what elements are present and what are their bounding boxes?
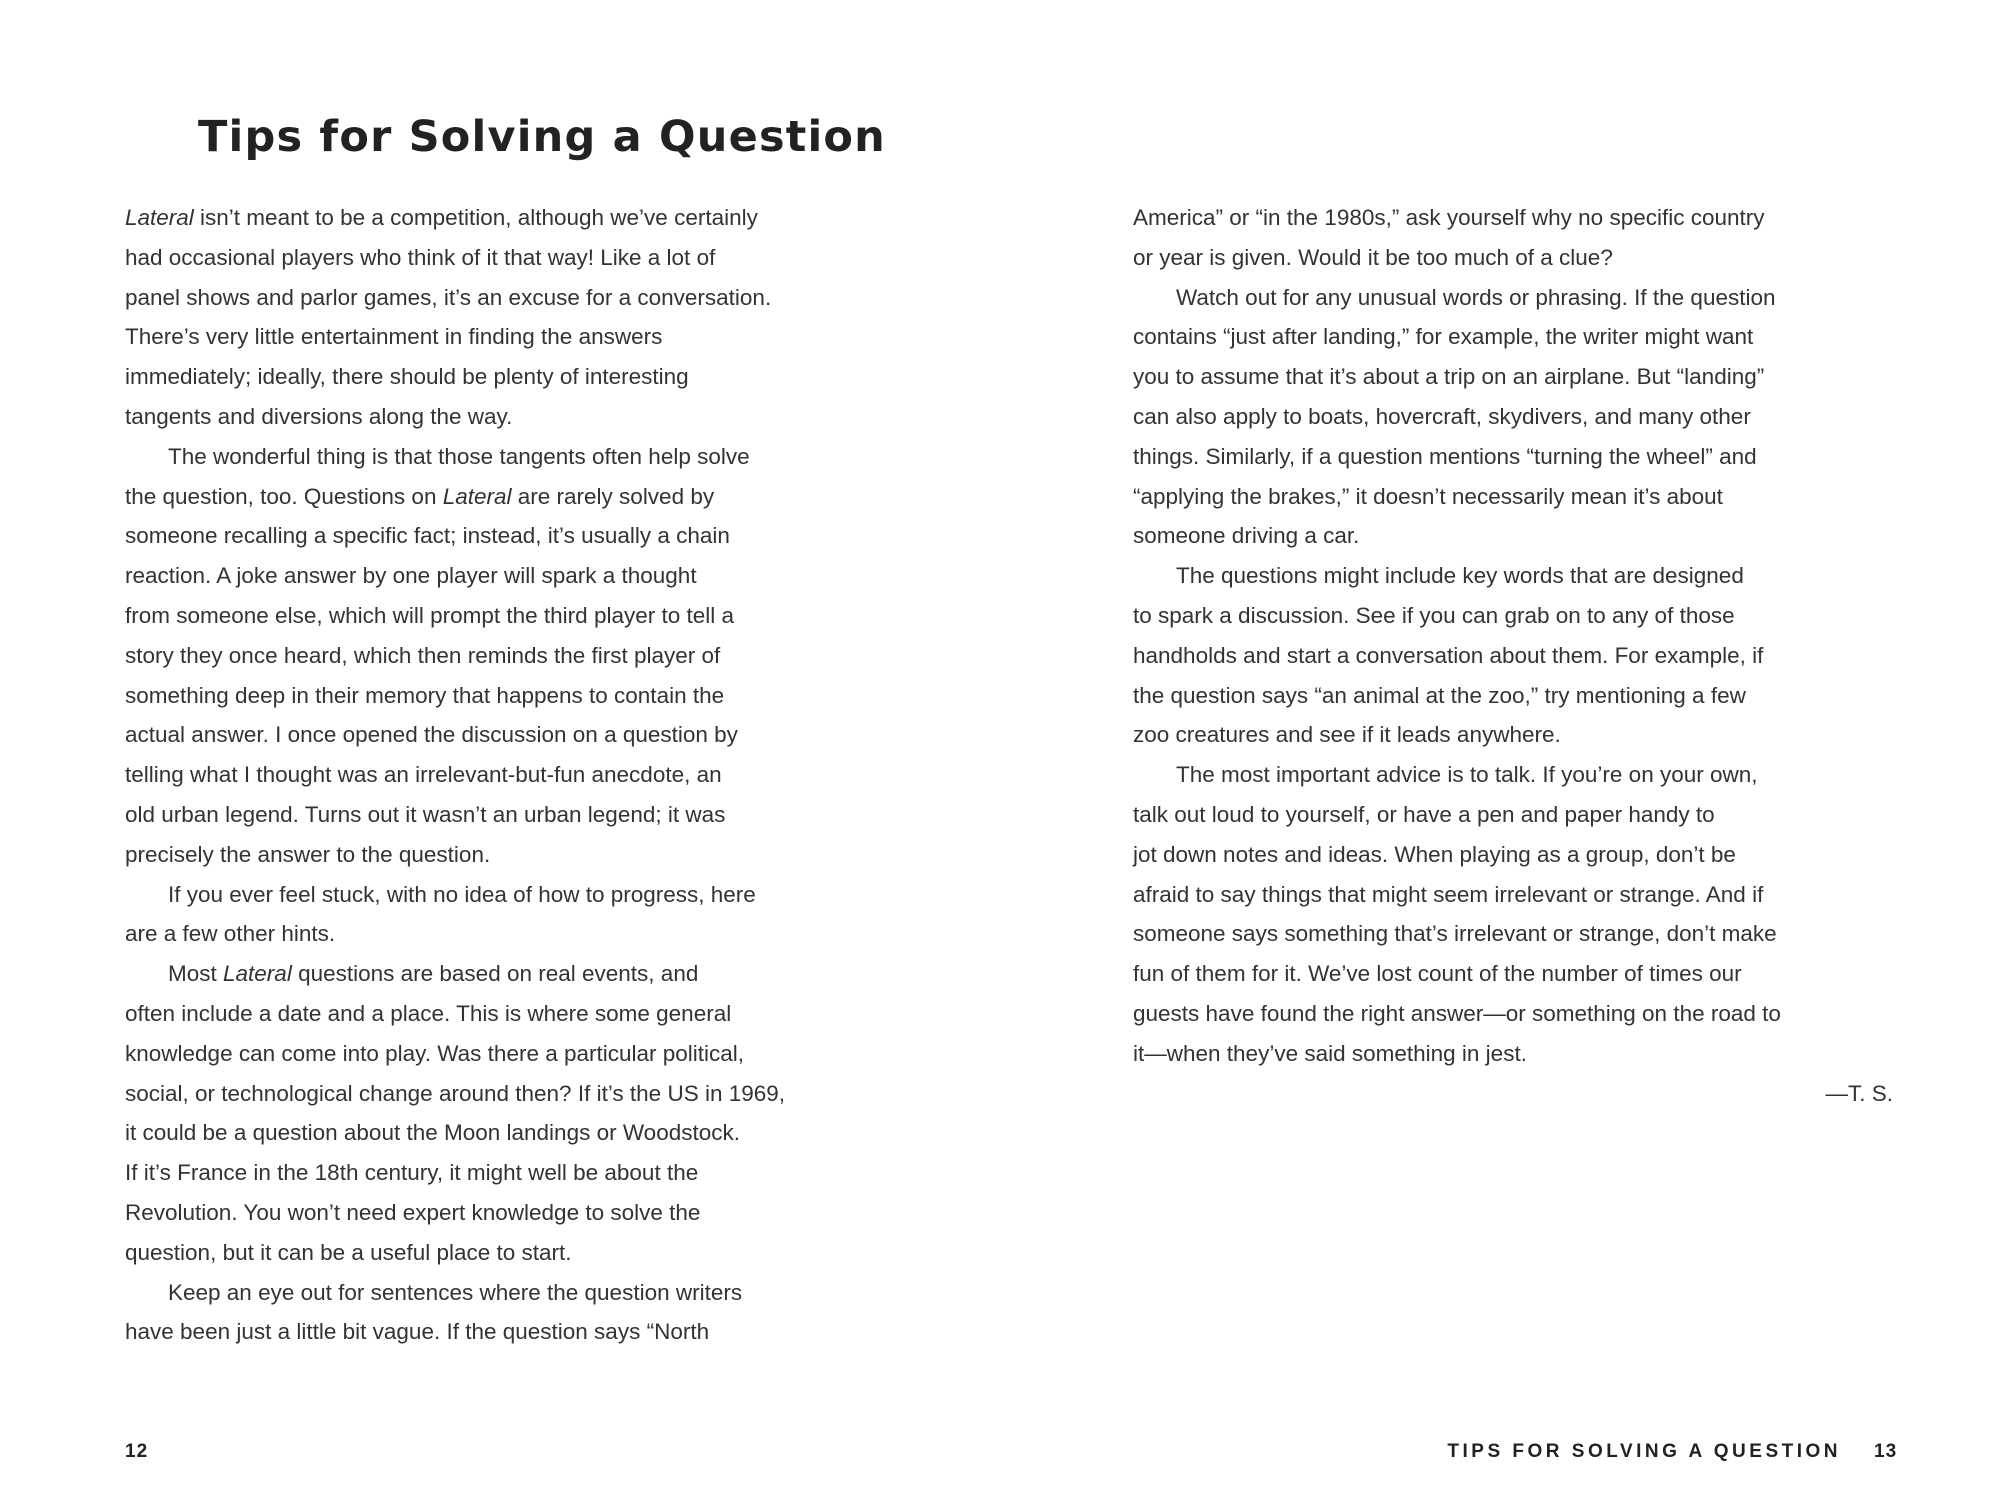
text-segment: to spark a discussion. See if you can grab on to any of those [1133, 602, 1735, 628]
text-line [125, 715, 895, 755]
text-segment: someone says something that’s irrelevant or strange, don’t make [1133, 921, 1777, 947]
text-segment: guests have found the right answer—or something on the road to [1133, 1000, 1781, 1026]
text-line [125, 636, 895, 676]
text-segment: actual answer. I once opened the discussion on a question by [125, 722, 738, 748]
text-line [125, 596, 895, 636]
text-segment: something deep in their memory that happens to contain the [125, 682, 725, 708]
text-segment: are a few other hints. [125, 921, 336, 947]
text-segment: jot down notes and ideas. When playing as a group, don’t be [1133, 841, 1736, 867]
text-segment: the question says “an animal at the zoo,” try mentioning a few [1133, 682, 1746, 708]
text-segment: it could be a question about the Moon landings or Woodstock. [125, 1120, 740, 1146]
text-segment: afraid to say things that might seem irrelevant or strange. And if [1133, 881, 1764, 907]
text-line [125, 1233, 895, 1273]
text-line [125, 954, 895, 994]
text-line [1133, 676, 1903, 716]
text-segment: story they once heard, which then reminds the first player of [125, 642, 721, 668]
text-segment: often include a date and a place. This is where some general [125, 1000, 732, 1026]
text-line [1133, 636, 1903, 676]
text-line [125, 198, 895, 238]
text-segment: things. Similarly, if a question mentions “turning the wheel” and [1133, 443, 1757, 469]
text-segment: telling what I thought was an irrelevant-but-fun anecdote, an [125, 762, 722, 788]
text-line [1133, 755, 1903, 795]
text-segment: contains “just after landing,” for example, the writer might want [1133, 324, 1754, 350]
text-segment: can also apply to boats, hovercraft, skydivers, and many other [1133, 403, 1751, 429]
text-segment: reaction. A joke answer by one player will spark a thought [125, 563, 697, 589]
text-line [125, 914, 895, 954]
text-line [1133, 994, 1903, 1034]
italic-title: Lateral [125, 205, 194, 230]
text-line [125, 437, 895, 477]
text-segment: from someone else, which will prompt the third player to tell a [125, 602, 735, 628]
text-line [1133, 835, 1903, 875]
text-line [1133, 198, 1903, 238]
text-segment: the question, too. Questions on [125, 483, 443, 509]
text-line [125, 1312, 895, 1352]
text-segment: handholds and start a conversation about them. For example, if [1133, 642, 1764, 668]
text-segment: question, but it can be a useful place to start. [125, 1239, 572, 1265]
text-line [1133, 278, 1903, 318]
text-segment: old urban legend. Turns out it wasn’t an urban legend; it was [125, 801, 726, 827]
text-segment: America” or “in the 1980s,” ask yourself why no specific country [1133, 205, 1765, 230]
text-segment: Keep an eye out for sentences where the question writers [168, 1279, 743, 1305]
text-line [1133, 516, 1903, 556]
text-segment: talk out loud to yourself, or have a pen and paper handy to [1133, 801, 1715, 827]
text-line [1133, 715, 1903, 755]
text-line [125, 1193, 895, 1233]
right-page [1000, 0, 2000, 1500]
running-head: TIPS FOR SOLVING A QUESTION [1447, 1441, 1841, 1462]
text-segment: you to assume that it’s about a trip on an airplane. But “landing” [1133, 364, 1765, 390]
text-segment: social, or technological change around then? If it’s the US in 1969, [125, 1080, 786, 1106]
text-segment: tangents and diversions along the way. [125, 403, 513, 429]
text-line [1133, 875, 1903, 915]
text-line [125, 994, 895, 1034]
text-line [1133, 556, 1903, 596]
text-line [1133, 317, 1903, 357]
text-segment: fun of them for it. We’ve lost count of the number of times our [1133, 961, 1742, 987]
text-line [125, 1074, 895, 1114]
text-segment: zoo creatures and see if it leads anywhere. [1133, 722, 1561, 748]
right-body-text [1133, 198, 1903, 1113]
text-segment: panel shows and parlor games, it’s an excuse for a conversation. [125, 284, 772, 310]
text-segment: knowledge can come into play. Was there a particular political, [125, 1040, 745, 1066]
text-line [125, 1034, 895, 1074]
text-line [125, 875, 895, 915]
text-line [125, 1153, 895, 1193]
text-line [125, 278, 895, 318]
text-line [125, 477, 895, 517]
text-segment: questions are based on real events, and [291, 961, 699, 987]
left-body-text [125, 198, 895, 1352]
page-title: Tips for Solving a Question [198, 112, 886, 162]
text-segment: immediately; ideally, there should be plenty of interesting [125, 364, 689, 390]
text-line [125, 1273, 895, 1313]
text-line [1133, 954, 1903, 994]
text-line [1133, 357, 1903, 397]
text-segment: The most important advice is to talk. If you’re on your own, [1176, 762, 1758, 788]
text-segment: precisely the answer to the question. [125, 841, 491, 867]
text-line [1133, 795, 1903, 835]
text-line [125, 556, 895, 596]
text-segment: someone recalling a specific fact; instead, it’s usually a chain [125, 523, 730, 549]
text-line [1133, 914, 1903, 954]
text-segment: Most [168, 961, 224, 987]
text-line [125, 835, 895, 875]
left-page-number: 12 [125, 1441, 149, 1462]
text-line [1133, 238, 1903, 278]
text-segment: had occasional players who think of it that way! Like a lot of [125, 244, 716, 270]
author-signature: —T. S. [1825, 1080, 1893, 1106]
text-segment: The questions might include key words that are designed [1176, 563, 1744, 589]
text-line [1133, 1034, 1903, 1074]
text-segment: it—when they’ve said something in jest. [1133, 1040, 1527, 1066]
right-page-number: 13 [1874, 1441, 1898, 1462]
text-line [1133, 596, 1903, 636]
text-line [1133, 397, 1903, 437]
text-line [125, 1113, 895, 1153]
text-segment: or year is given. Would it be too much of a clue? [1133, 244, 1613, 270]
italic-title: Lateral [223, 961, 292, 987]
text-segment: There’s very little entertainment in finding the answers [125, 324, 663, 350]
text-line [125, 795, 895, 835]
text-line [1133, 477, 1903, 517]
text-segment: If you ever feel stuck, with no idea of how to progress, here [168, 881, 756, 907]
text-line [125, 516, 895, 556]
text-segment: Revolution. You won’t need expert knowledge to solve the [125, 1199, 701, 1225]
text-line [1133, 437, 1903, 477]
text-line [125, 676, 895, 716]
text-line [125, 397, 895, 437]
text-line [125, 357, 895, 397]
text-line [125, 755, 895, 795]
italic-title: Lateral [442, 483, 512, 509]
text-segment: Watch out for any unusual words or phrasing. If the question [1176, 284, 1776, 310]
text-segment: someone driving a car. [1133, 523, 1360, 549]
text-segment: If it’s France in the 18th century, it might well be about the [125, 1160, 699, 1186]
text-segment: have been just a little bit vague. If the question says “North [125, 1319, 710, 1345]
text-segment: The wonderful thing is that those tangents often help solve [168, 443, 750, 469]
text-line [125, 317, 895, 357]
text-segment: “applying the brakes,” it doesn’t necessarily mean it’s about [1133, 483, 1723, 509]
text-segment: are rarely solved by [511, 483, 715, 509]
text-line [125, 238, 895, 278]
text-segment: isn’t meant to be a competition, although we’ve certainly [193, 205, 758, 230]
